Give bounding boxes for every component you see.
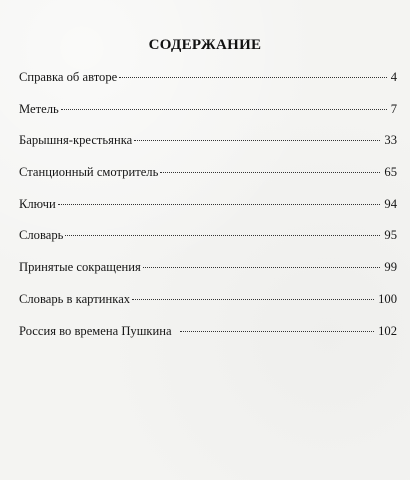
table-of-contents	[19, 68, 397, 353]
toc-page-number: 65	[384, 165, 397, 180]
toc-page-number: 94	[384, 196, 397, 211]
dot-leader	[65, 235, 380, 236]
toc-entry-label: Ключи	[19, 196, 56, 211]
toc-page-number: 100	[378, 291, 397, 306]
dot-leader	[180, 331, 374, 332]
toc-entry-author-note	[19, 68, 397, 87]
toc-entry-abbreviations	[19, 258, 397, 277]
dot-leader	[143, 267, 381, 268]
toc-page-number: 102	[378, 323, 397, 338]
toc-entry-label: Принятые сокращения	[19, 260, 141, 275]
toc-page-number: 99	[384, 260, 397, 275]
dot-leader	[160, 172, 380, 173]
toc-entry-label: Барышня-крестьянка	[19, 133, 133, 148]
toc-page-number: 33	[384, 133, 397, 148]
toc-page-number: 95	[384, 228, 397, 243]
dot-leader	[132, 299, 374, 300]
dot-leader	[119, 77, 386, 78]
contents-title: СОДЕРЖАНИЕ	[148, 37, 262, 53]
toc-entry-picture-dictionary	[19, 290, 397, 309]
dot-leader	[61, 109, 387, 110]
toc-entry-label: Словарь	[19, 228, 64, 243]
toc-entry-label: Метель	[19, 101, 59, 116]
toc-entry-russia-pushkin-era	[19, 322, 397, 341]
toc-entry-label: Словарь в картинках	[19, 291, 131, 306]
toc-entry-stationmaster	[19, 163, 397, 182]
toc-entry-baryshnya-krestyanka	[19, 131, 397, 150]
toc-entry-label: Россия во времена Пушкина	[19, 323, 172, 338]
toc-entry-dictionary	[19, 226, 397, 245]
toc-entry-metel	[19, 100, 397, 119]
toc-entry-label: Станционный смотритель	[19, 165, 159, 180]
toc-page-number: 7	[390, 101, 397, 116]
dot-leader	[58, 204, 381, 205]
toc-entry-label: Справка об авторе	[19, 70, 118, 84]
dot-leader	[134, 140, 380, 141]
toc-entry-keys	[19, 195, 397, 214]
toc-page-number: 4	[390, 70, 397, 84]
